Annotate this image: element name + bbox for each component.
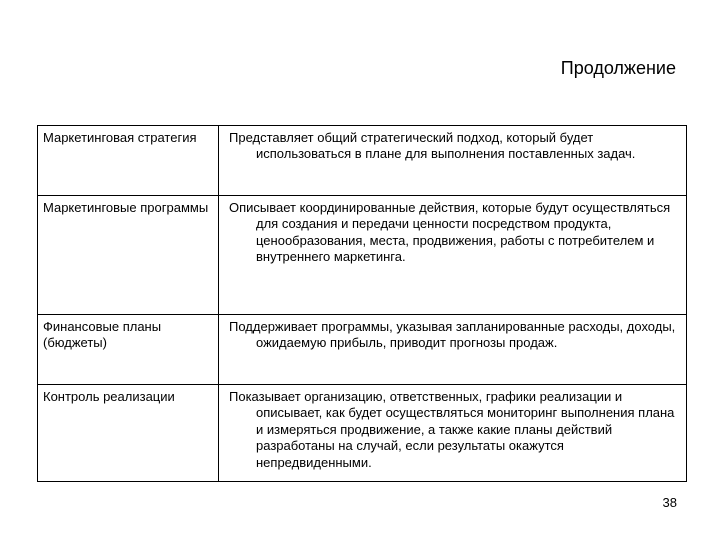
row-description-text: Показывает организацию, ответственных, графики реализации и описывает, как будет осуществляться мониторинг выполнения плана и измеряться продвижение, а также какие планы действий разработаны на случай, если результаты окажутся непредвиденными. (229, 389, 675, 470)
table-row (38, 126, 687, 196)
row-description-text: Описывает координированные действия, которые будут осуществляться для создания и передачи ценности посредством продукта, ценообразования, места, продвижения, работы с потребителем и внутреннего маркетинга. (229, 200, 671, 265)
row-description-text: Поддерживает программы, указывая запланированные расходы, доходы, ожидаемую прибыль, приводит прогнозы продаж. (229, 319, 676, 351)
marketing-plan-table (37, 125, 687, 482)
row-description (219, 315, 687, 385)
table-row (38, 315, 687, 385)
page-title: Продолжение (560, 58, 676, 78)
row-description (219, 126, 687, 196)
row-term: Маркетинговые программы (38, 196, 219, 315)
row-description-text: Представляет общий стратегический подход, который будет использоваться в плане для выполнения поставленных задач. (229, 130, 636, 162)
table-row (38, 385, 687, 482)
row-term: Контроль реализации (38, 385, 219, 482)
page-number: 38 (662, 495, 677, 510)
row-term: Финансовые планы (бюджеты) (38, 315, 219, 385)
row-description (219, 196, 687, 315)
row-description (219, 385, 687, 482)
table-row (38, 196, 687, 315)
row-term: Маркетинговая стратегия (38, 126, 219, 196)
